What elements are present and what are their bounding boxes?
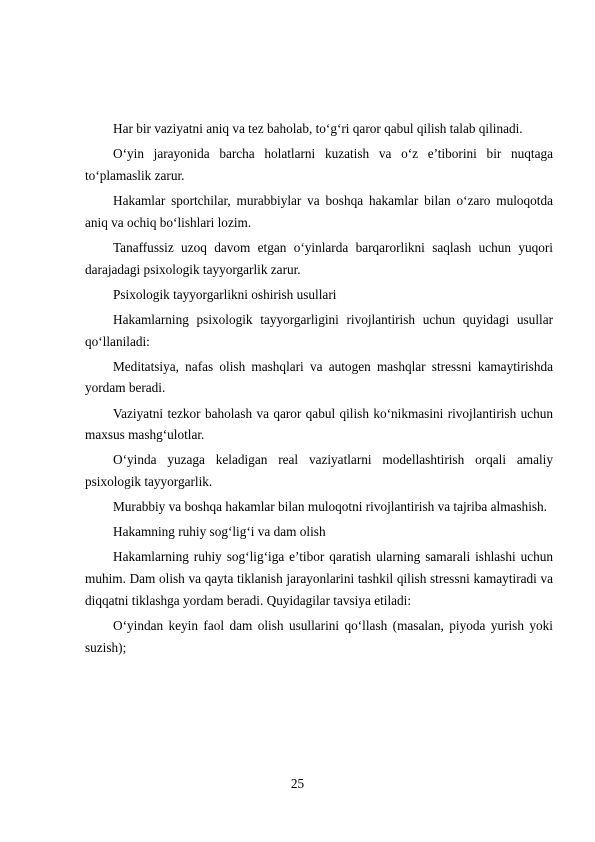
paragraph-10: Murabbiy va boshqa hakamlar bilan muloqotni rivojlantirish va tajriba almashish. [113, 499, 547, 515]
paragraph-3: Hakamlar sportchilar, murabbiylar va boshqa hakamlar bilan o‘zaro muloqotda aniq va ochiq bo‘lishlari lozim. [85, 192, 553, 230]
page-number: 25 [290, 776, 305, 791]
section-heading-methods: Psixologik tayyorgarlikni oshirish usullari [113, 286, 337, 302]
page-body [85, 118, 553, 662]
paragraph-1: Har bir vaziyatni aniq va tez baholab, to‘g‘ri qaror qabul qilish talab qilinadi. [113, 121, 523, 136]
paragraph-12: Hakamlarning ruhiy sog‘lig‘iga e’tibor qaratish ularning samarali ishlashi uchun muhim. Dam olish va qayta tiklanish jarayonlarini tashkil qilish stressni kamaytiradi va diqqatni tiklashga yordam beradi. Quyidagilar tavsiya etiladi: [85, 549, 553, 608]
paragraph-6: Hakamlarning psixologik tayyorgarligini rivojlantirish uchun quyidagi usullar qo‘llaniladi: [85, 311, 553, 349]
paragraph-7: Meditatsiya, nafas olish mashqlari va autogen mashqlar stressni kamaytirishda yordam beradi. [85, 358, 553, 396]
section-heading-health: Hakamning ruhiy sog‘lig‘i va dam olish [113, 524, 326, 540]
paragraph-13: O‘yindan keyin faol dam olish usullarini qo‘llash (masalan, piyoda yurish yoki suzish); [85, 618, 553, 655]
paragraph-8: Vaziyatni tezkor baholash va qaror qabul qilish ko‘nikmasini rivojlantirish uchun maxsus mashg‘ulotlar. [85, 405, 553, 443]
paragraph-2: O‘yin jarayonida barcha holatlarni kuzatish va o‘z e’tiborini bir nuqtaga to‘plamaslik zarur. [85, 146, 553, 183]
paragraph-4: Tanaffussiz uzoq davom etgan o‘yinlarda barqarorlikni saqlash uchun yuqori darajadagi psixologik tayyorgarlik zarur. [85, 239, 553, 277]
paragraph-9: O‘yinda yuzaga keladigan real vaziyatlarni modellashtirish orqali amaliy psixologik tayyorgarlik. [85, 452, 553, 490]
